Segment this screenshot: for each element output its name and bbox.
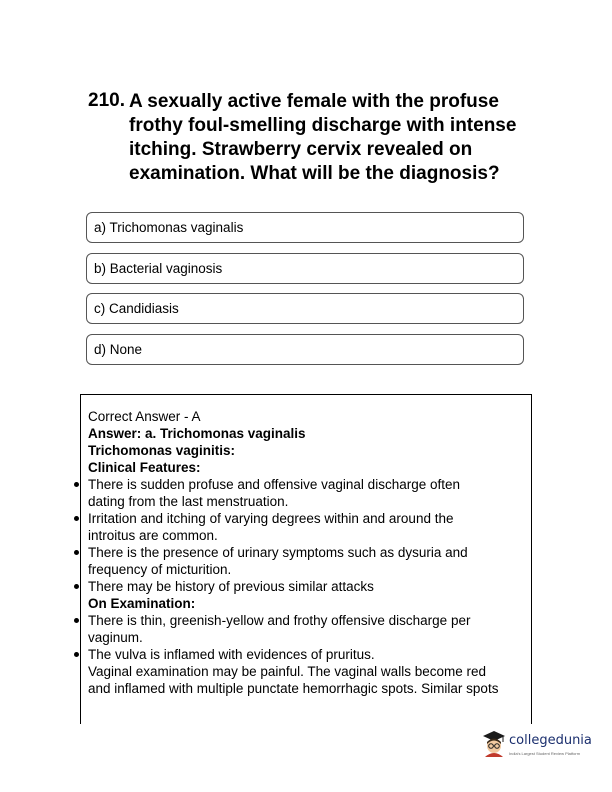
exam-text-line-1: Vaginal examination may be painful. The vaginal walls become red <box>88 664 486 679</box>
examination-heading: On Examination: <box>88 596 196 611</box>
clinical-point-2: Irritation and itching of varying degrees within and around the introitus are common. <box>88 510 531 544</box>
clinical-features-heading: Clinical Features: <box>88 460 201 475</box>
exam-point-2: The vulva is inflamed with evidences of pruritus. <box>88 646 531 663</box>
clinical-point-4: There may be history of previous similar attacks <box>88 578 531 595</box>
graduate-avatar-icon <box>481 729 507 757</box>
answer-line: Answer: a. Trichomonas vaginalis <box>88 426 306 441</box>
question-text: A sexually active female with the profuse frothy foul-smelling discharge with intense itching. Strawberry cervix revealed on examination. What will be the diagnosis? <box>129 91 517 184</box>
clinical-point-3: There is the presence of urinary symptoms such as dysuria and frequency of micturition. <box>88 544 531 578</box>
logo-wordmark: collegedunia <box>509 733 592 748</box>
question-number: 210. <box>88 90 125 111</box>
exam-text-line-2: and inflamed with multiple punctate hemorrhagic spots. Similar spots <box>88 681 499 696</box>
topic-heading: Trichomonas vaginitis: <box>88 443 236 458</box>
correct-answer: Correct Answer - A <box>88 409 201 424</box>
exam-point-1: There is thin, greenish-yellow and frothy offensive discharge per vaginum. <box>88 612 531 646</box>
clinical-point-1: There is sudden profuse and offensive vaginal discharge often dating from the last menstruation. <box>88 476 531 510</box>
option-c[interactable]: c) Candidiasis <box>86 293 524 324</box>
logo-tagline: India's Largest Student Review Platform <box>509 751 581 756</box>
collegedunia-logo <box>481 729 591 763</box>
option-b[interactable]: b) Bacterial vaginosis <box>86 253 524 284</box>
answer-box <box>80 394 532 724</box>
option-d[interactable]: d) None <box>86 334 524 365</box>
option-a[interactable]: a) Trichomonas vaginalis <box>86 212 524 243</box>
